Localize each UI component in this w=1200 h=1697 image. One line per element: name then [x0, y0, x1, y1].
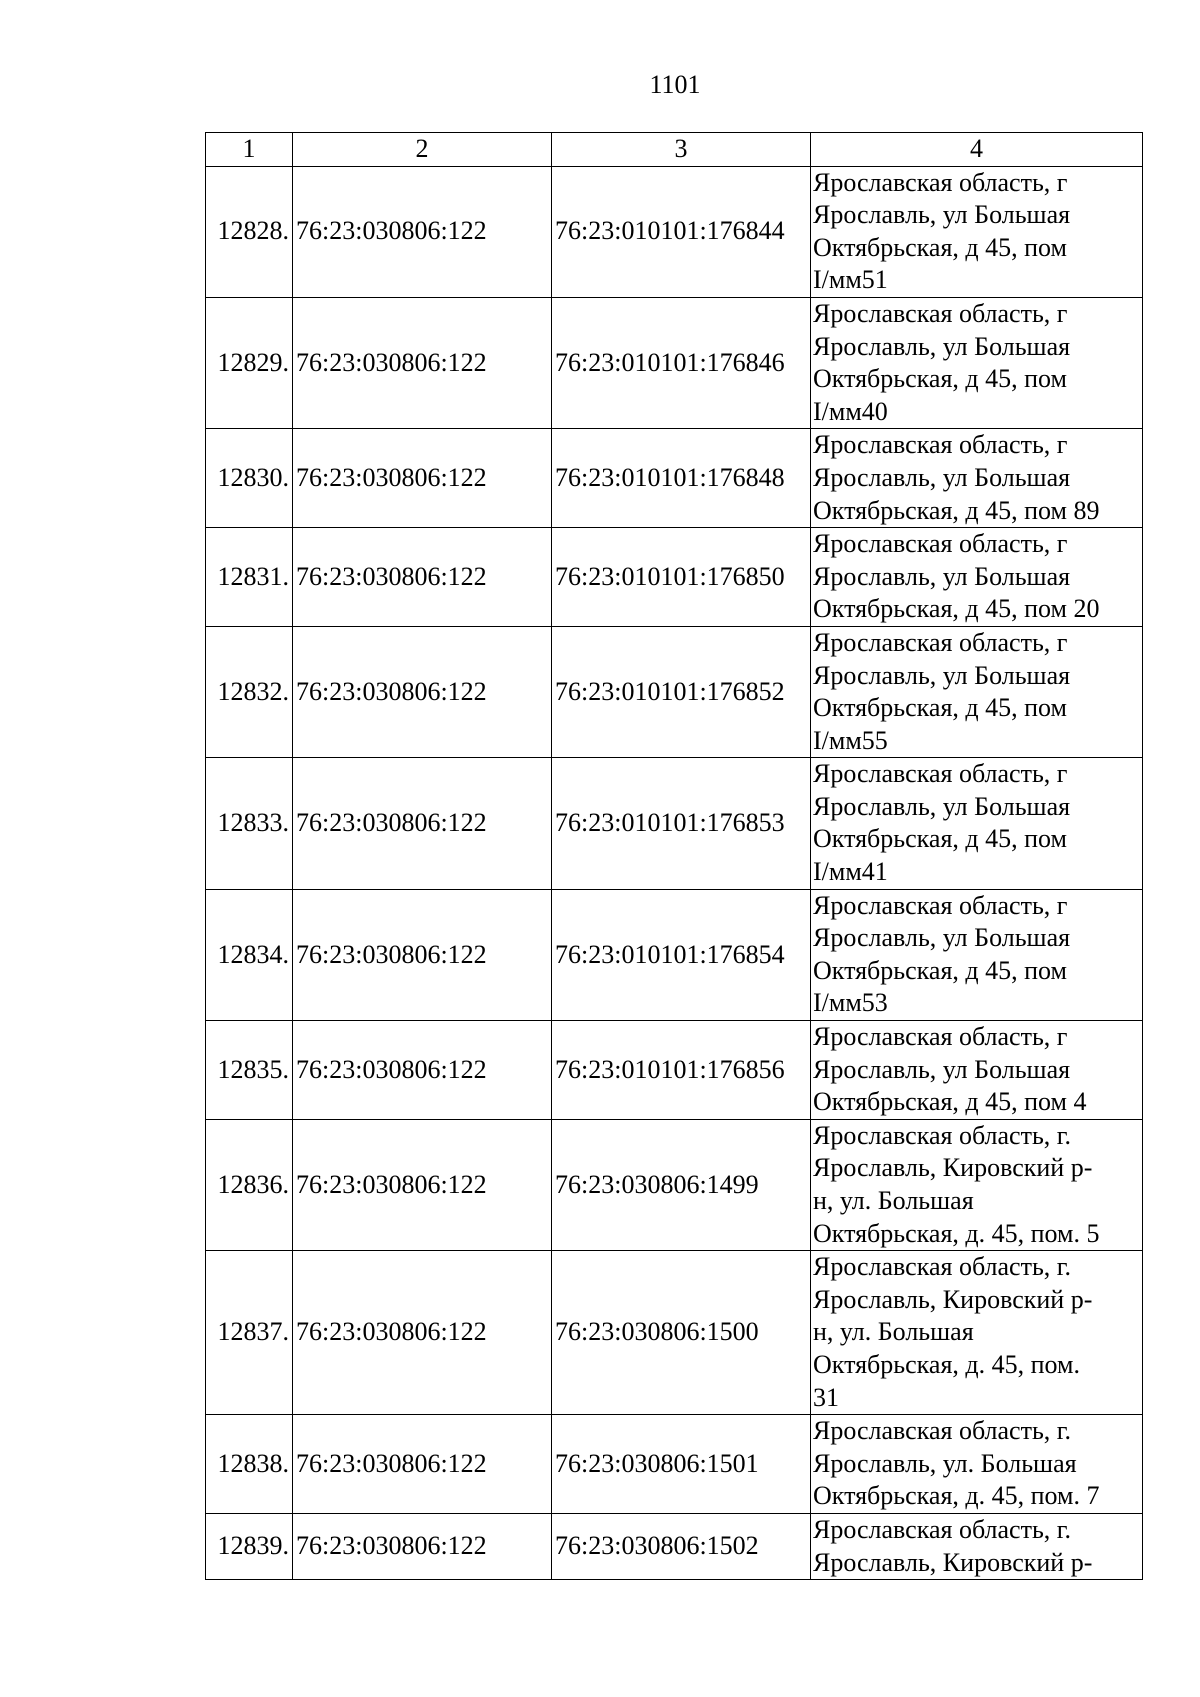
- cadastral-number-cell: 76:23:010101:176854: [552, 889, 811, 1020]
- table-row: [206, 1415, 1143, 1514]
- address-line: I/мм51: [813, 265, 888, 295]
- address-line: I/мм41: [813, 857, 888, 887]
- parent-cadastral-number-cell: 76:23:030806:122: [293, 166, 552, 297]
- page-number: 1101: [649, 70, 701, 99]
- parent-cadastral-number-cell: 76:23:030806:122: [293, 1251, 552, 1415]
- address-line: Октябрьская, д. 45, пом.: [813, 1349, 1081, 1379]
- table-row: [206, 758, 1143, 889]
- parent-cadastral-number-cell: 76:23:030806:122: [293, 1415, 552, 1514]
- address-line: Ярославская область, г: [813, 298, 1068, 328]
- parent-cadastral-number-cell: 76:23:030806:122: [293, 1119, 552, 1250]
- address-line: Октябрьская, д 45, пом: [813, 364, 1068, 394]
- address-line: Ярославская область, г: [813, 167, 1068, 197]
- cadastral-number-cell: 76:23:010101:176850: [552, 528, 811, 627]
- address-line: Октябрьская, д 45, пом: [813, 693, 1068, 723]
- parent-cadastral-number-cell: 76:23:030806:122: [293, 1021, 552, 1120]
- row-number-cell: 12836.: [206, 1119, 293, 1250]
- address-line: Ярославская область, г.: [813, 1514, 1072, 1544]
- address-cell: [811, 429, 1143, 528]
- table-row: [206, 1119, 1143, 1250]
- address-line: Ярославль, ул Большая: [813, 660, 1071, 690]
- row-number-cell: 12837.: [206, 1251, 293, 1415]
- row-number-cell: 12829.: [206, 297, 293, 428]
- row-number-cell: 12833.: [206, 758, 293, 889]
- header-col-1: 1: [206, 133, 293, 167]
- parent-cadastral-number-cell: 76:23:030806:122: [293, 758, 552, 889]
- table-row: [206, 1021, 1143, 1120]
- address-line: н, ул. Большая: [813, 1317, 974, 1347]
- address-line: Октябрьская, д 45, пом 89: [813, 495, 1100, 525]
- address-line: Октябрьская, д 45, пом 4: [813, 1087, 1087, 1117]
- address-cell: [811, 528, 1143, 627]
- address-line: Ярославская область, г: [813, 529, 1068, 559]
- table-row: [206, 889, 1143, 1020]
- parent-cadastral-number-cell: 76:23:030806:122: [293, 889, 552, 1020]
- address-cell: [811, 1021, 1143, 1120]
- registry-table-body: [206, 133, 1143, 1580]
- table-row: [206, 429, 1143, 528]
- address-cell: [811, 889, 1143, 1020]
- address-line: I/мм55: [813, 725, 888, 755]
- address-cell: [811, 1119, 1143, 1250]
- row-number-cell: 12828.: [206, 166, 293, 297]
- parent-cadastral-number-cell: 76:23:030806:122: [293, 528, 552, 627]
- cadastral-number-cell: 76:23:030806:1499: [552, 1119, 811, 1250]
- registry-table: [205, 132, 1143, 1580]
- table-row: [206, 1251, 1143, 1415]
- address-line: Ярославская область, г.: [813, 1252, 1072, 1282]
- table-row: [206, 166, 1143, 297]
- address-line: Ярославская область, г: [813, 890, 1068, 920]
- address-line: Ярославская область, г.: [813, 1416, 1072, 1446]
- parent-cadastral-number-cell: 76:23:030806:122: [293, 429, 552, 528]
- row-number-cell: 12834.: [206, 889, 293, 1020]
- row-number-cell: 12831.: [206, 528, 293, 627]
- row-number-cell: 12832.: [206, 626, 293, 757]
- cadastral-number-cell: 76:23:030806:1500: [552, 1251, 811, 1415]
- address-line: I/мм40: [813, 396, 888, 426]
- table-row: [206, 1513, 1143, 1579]
- address-line: Ярославль, ул Большая: [813, 923, 1071, 953]
- row-number-cell: 12830.: [206, 429, 293, 528]
- address-cell: [811, 166, 1143, 297]
- address-cell: [811, 297, 1143, 428]
- address-line: Октябрьская, д 45, пом: [813, 824, 1068, 854]
- cadastral-number-cell: 76:23:030806:1502: [552, 1513, 811, 1579]
- address-line: Ярославская область, г: [813, 627, 1068, 657]
- address-line: Ярославль, Кировский р-: [813, 1284, 1093, 1314]
- address-line: Октябрьская, д. 45, пом. 7: [813, 1481, 1100, 1511]
- address-cell: [811, 758, 1143, 889]
- address-cell: [811, 626, 1143, 757]
- address-line: Октябрьская, д. 45, пом. 5: [813, 1218, 1100, 1248]
- header-col-4: 4: [811, 133, 1143, 167]
- table-header-row: [206, 133, 1143, 167]
- address-line: Ярославль, ул Большая: [813, 561, 1071, 591]
- address-cell: [811, 1251, 1143, 1415]
- row-number-cell: 12838.: [206, 1415, 293, 1514]
- address-cell: [811, 1513, 1143, 1579]
- address-line: Ярославская область, г: [813, 430, 1068, 460]
- cadastral-number-cell: 76:23:010101:176856: [552, 1021, 811, 1120]
- table-row: [206, 297, 1143, 428]
- cadastral-number-cell: 76:23:010101:176852: [552, 626, 811, 757]
- address-line: Ярославль, ул Большая: [813, 462, 1071, 492]
- address-line: Ярославль, ул Большая: [813, 1054, 1071, 1084]
- row-number-cell: 12835.: [206, 1021, 293, 1120]
- row-number-cell: 12839.: [206, 1513, 293, 1579]
- address-line: Ярославская область, г: [813, 759, 1068, 789]
- address-line: Октябрьская, д 45, пом 20: [813, 594, 1100, 624]
- address-line: Ярославль, Кировский р-: [813, 1547, 1093, 1577]
- cadastral-number-cell: 76:23:010101:176844: [552, 166, 811, 297]
- table-row: [206, 528, 1143, 627]
- address-line: Ярославская область, г: [813, 1022, 1068, 1052]
- address-line: Ярославль, ул Большая: [813, 331, 1071, 361]
- address-line: I/мм53: [813, 988, 888, 1018]
- cadastral-number-cell: 76:23:010101:176846: [552, 297, 811, 428]
- header-col-2: 2: [293, 133, 552, 167]
- address-line: Ярославль, ул. Большая: [813, 1448, 1077, 1478]
- parent-cadastral-number-cell: 76:23:030806:122: [293, 297, 552, 428]
- address-line: Октябрьская, д 45, пом: [813, 955, 1068, 985]
- address-line: 31: [813, 1382, 839, 1412]
- cadastral-number-cell: 76:23:010101:176848: [552, 429, 811, 528]
- address-line: Ярославль, ул Большая: [813, 791, 1071, 821]
- address-line: Октябрьская, д 45, пом: [813, 232, 1068, 262]
- address-line: н, ул. Большая: [813, 1186, 974, 1215]
- address-cell: [811, 1415, 1143, 1514]
- header-col-3: 3: [552, 133, 811, 167]
- address-line: Ярославль, ул Большая: [813, 200, 1071, 230]
- address-line: Ярославская область, г.: [813, 1120, 1072, 1150]
- parent-cadastral-number-cell: 76:23:030806:122: [293, 1513, 552, 1579]
- cadastral-number-cell: 76:23:030806:1501: [552, 1415, 811, 1514]
- parent-cadastral-number-cell: 76:23:030806:122: [293, 626, 552, 757]
- cadastral-number-cell: 76:23:010101:176853: [552, 758, 811, 889]
- address-line: Ярославль, Кировский р-: [813, 1153, 1093, 1183]
- table-row: [206, 626, 1143, 757]
